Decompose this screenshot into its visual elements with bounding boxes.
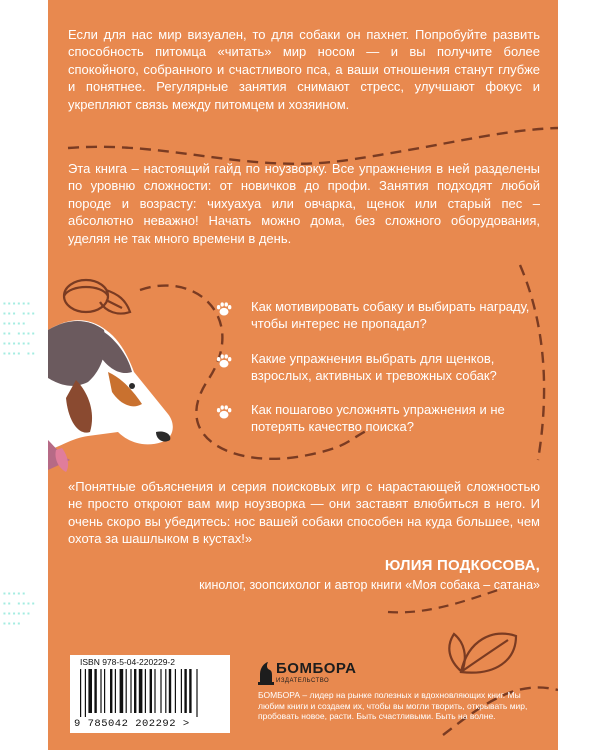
barcode [70,655,230,733]
publisher-name: БОМБОРА [276,660,357,677]
quote-author [199,557,540,592]
guide-paragraph: Эта книга – настоящий гайд по ноузворку. Все упражнения в ней разделены по уровню сложности: от новичков до профи. Занятия подходят любой породе и возрасту: чихуахуа или овчарка, щенок или старый пес – абсолютно неважно! Начать можно дома, без сложного оборудования, уделяя не так много времени в день. [68,161,540,246]
barcode-bar [100,669,101,713]
barcode-bar [104,669,105,713]
barcode-bar [160,669,161,713]
barcode-bar [175,669,176,713]
bleed-through-text: ▪▪▪▪▪▪ ▪▪▪ ▪▪▪ ▪▪▪▪▪ ▪▪ ▪▪▪▪ ▪▪▪▪▪▪ ▪▪▪▪ ▪▪ [2,300,36,359]
publisher-description: БОМБОРА – лидер на рынке полезных и вдохновляющих книг. Мы любим книги и создаем их, чтобы вы могли творить, открывать мир, пробовать новое, расти. Быть счастливыми. Быть на волне. [258,690,528,722]
lemon-icon [64,280,130,314]
question-text: Как пошагово усложнять упражнения и не потерять качество поиска? [251,402,505,435]
barcode-bar [145,669,146,713]
author-name: ЮЛИЯ ПОДКОСОВА, [384,557,540,574]
paw-icon [215,352,233,370]
dashed-trail [68,128,558,164]
bleed-through-text: ▪▪▪▪▪ ▪▪ ▪▪▪▪ ▪▪▪▪▪▪ ▪▪▪▪ [2,590,36,629]
barcode-bars [76,669,226,717]
quote-paragraph: «Понятные объяснения и серия поисковых игр с нарастающей сложностью не просто откроют вам мир ноузворка — они заставят влюбиться в него. И очень скоро вы убедитесь: нос вашей собаки способен на куда большее, чем охота за шашлыком в кустах!» [68,479,540,547]
barcode-bar [169,669,171,713]
barcode-bar [94,669,96,713]
barcode-bar [80,669,81,717]
barcode-bar [184,669,186,713]
dog-illustration [48,320,173,472]
barcode-bar [85,669,86,717]
question-text: Какие упражнения выбрать для щенков, взрослых, активных и тревожных собак? [251,351,497,384]
publisher-subtitle: ИЗДАТЕЛЬСТВО [276,678,330,684]
barcode-bar [181,669,182,713]
barcode-bar [154,669,155,713]
paw-icon [215,403,233,421]
book-back-cover [48,0,558,750]
barcode-bar [130,669,131,713]
leaf-icon [449,634,516,673]
barcode-bar [150,669,152,713]
barcode-bar [110,669,112,713]
barcode-bar [88,669,92,713]
dashed-trail [388,590,498,612]
barcode-bar [120,669,124,713]
barcode-bar [126,669,127,713]
intro-paragraph: Если для нас мир визуален, то для собаки он пахнет. Попробуйте развить способность питомца «читать» мир носом — и вы получите более спокойного, собранного и счастливого пса, а ваши отношения станут глубже и понятнее. Регулярные занятия снимают стресс, улучшают фокус и укрепляют связь между питомцем и хозяином. [68,27,540,112]
author-role: кинолог, зоопсихолог и автор книги «Моя собака – сатана» [199,578,540,592]
paw-icon [215,300,233,318]
barcode-bar [134,669,136,713]
barcode-bar [196,669,197,717]
barcode-digits: 9 785042 202292 > [74,718,190,730]
barcode-bar [165,669,166,713]
barcode-bar [139,669,143,713]
bombora-logo-icon [258,660,274,686]
barcode-bar [115,669,116,713]
barcode-bar [189,669,191,713]
question-text: Как мотивировать собаку и выбирать награду, чтобы интерес не пропадал? [251,299,530,332]
bleed-through-text: ▪▪▪▪ ▪▪▪ ▪▪▪▪▪▪ ▪▪ ▪▪▪▪ ▪▪▪ ▪▪▪ ▪▪▪▪▪▪▪ [4,60,43,119]
isbn-label: ISBN 978-5-04-220229-2 [80,657,175,667]
